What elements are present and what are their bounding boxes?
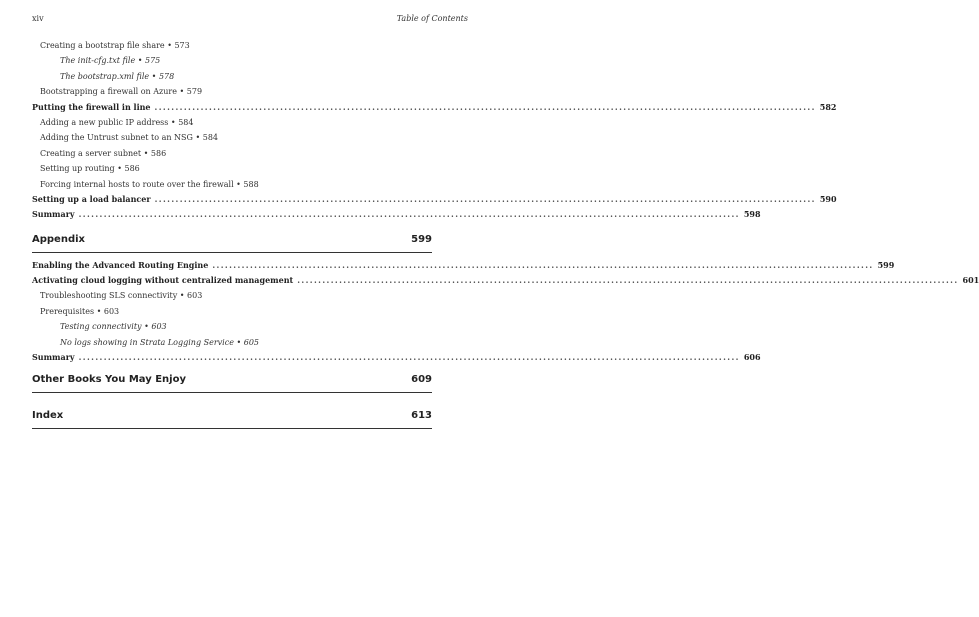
toc-entry-init-cfg[interactable]: The init-cfg.txt file • 575 xyxy=(60,56,161,66)
toc-section-summary[interactable] xyxy=(32,350,761,365)
toc-section-advanced-routing[interactable] xyxy=(32,258,895,273)
table-of-contents xyxy=(32,38,979,429)
spacer xyxy=(32,393,432,407)
header-page-number: xiv xyxy=(32,14,44,23)
toc-section-load-balancer[interactable] xyxy=(32,192,837,207)
toc-section-putting-firewall[interactable] xyxy=(32,100,837,115)
toc-entry-no-logs[interactable]: No logs showing in Strata Logging Service • 605 xyxy=(60,337,260,347)
toc-chapter-appendix[interactable] xyxy=(32,231,432,249)
toc-page-number: 601 xyxy=(962,275,979,286)
toc-chapter-title: Appendix xyxy=(32,233,85,245)
toc-entry-forcing-internal[interactable]: Forcing internal hosts to route over the firewall • 588 xyxy=(40,179,259,189)
running-header xyxy=(32,14,468,28)
toc-entry-testing-connectivity[interactable]: Testing connectivity • 603 xyxy=(60,322,167,332)
dot-leader: .............................................................................................................................................................. xyxy=(297,275,959,286)
toc-page-number: 582 xyxy=(819,101,837,112)
dot-leader: .............................................................................................................................................................. xyxy=(154,101,816,112)
toc-page-number: 590 xyxy=(819,193,837,204)
toc-entry-bootstrap-xml[interactable]: The bootstrap.xml file • 578 xyxy=(60,71,175,81)
dot-leader: .............................................................................................................................................................. xyxy=(78,209,740,220)
toc-page-number: 599 xyxy=(877,259,895,270)
toc-section-title: Activating cloud logging without centralized management xyxy=(32,275,294,286)
toc-entry-prerequisites[interactable]: Prerequisites • 603 xyxy=(40,306,120,316)
toc-chapter-page: 613 xyxy=(411,410,432,422)
toc-section-title: Summary xyxy=(32,209,75,220)
header-running-title: Table of Contents xyxy=(396,14,468,23)
toc-section-title: Summary xyxy=(32,352,75,363)
toc-entry-untrust-subnet[interactable]: Adding the Untrust subnet to an NSG • 584 xyxy=(40,133,218,143)
dot-leader: .............................................................................................................................................................. xyxy=(78,352,740,363)
toc-chapter-other-books[interactable] xyxy=(32,371,432,389)
toc-chapter-page: 599 xyxy=(411,233,432,245)
toc-section-title: Setting up a load balancer xyxy=(32,193,151,204)
toc-section-title: Putting the firewall in line xyxy=(32,101,151,112)
toc-section-title: Enabling the Advanced Routing Engine xyxy=(32,259,209,270)
spacer xyxy=(32,223,432,231)
toc-chapter-index[interactable] xyxy=(32,407,432,425)
toc-entry-routing[interactable]: Setting up routing • 586 xyxy=(40,164,140,174)
dot-leader: .............................................................................................................................................................. xyxy=(212,259,874,270)
toc-page-number: 606 xyxy=(743,352,761,363)
toc-entry-public-ip[interactable]: Adding a new public IP address • 584 xyxy=(40,117,194,127)
toc-chapter-title: Other Books You May Enjoy xyxy=(32,374,186,386)
chapter-divider xyxy=(32,428,432,429)
toc-entry-bootstrapping-firewall[interactable]: Bootstrapping a firewall on Azure • 579 xyxy=(40,87,203,97)
toc-section-summary[interactable] xyxy=(32,207,761,222)
toc-chapter-page: 609 xyxy=(411,374,432,386)
toc-page-number: 598 xyxy=(743,209,761,220)
toc-entry-bootstrap-file-share[interactable]: Creating a bootstrap file share • 573 xyxy=(40,41,190,50)
dot-leader: .............................................................................................................................................................. xyxy=(154,193,816,204)
toc-chapter-title: Index xyxy=(32,410,64,422)
toc-entry-server-subnet[interactable]: Creating a server subnet • 586 xyxy=(40,148,167,158)
toc-section-cloud-logging[interactable] xyxy=(32,273,979,288)
toc-entry-troubleshooting-sls[interactable]: Troubleshooting SLS connectivity • 603 xyxy=(40,291,203,301)
